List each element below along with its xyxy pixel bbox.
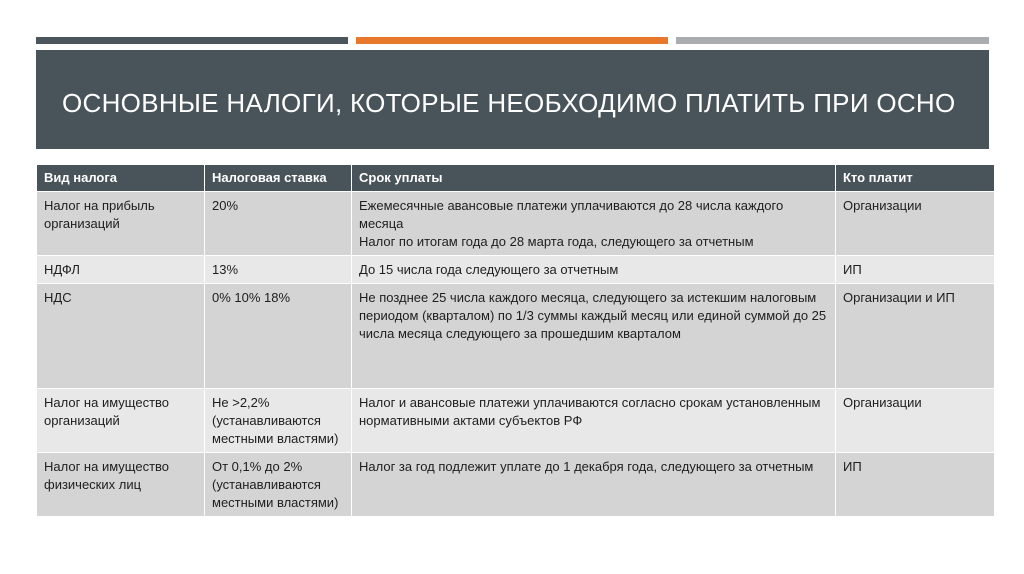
- cell-tax-type: Налог на имущество физических лиц: [37, 453, 205, 517]
- cell-tax-type: НДС: [37, 284, 205, 389]
- decor-bar-orange: [356, 37, 668, 44]
- cell-tax-type: НДФЛ: [37, 256, 205, 284]
- deadline-line: Налог за год подлежит уплате до 1 декабря года, следующего за отчетным: [359, 459, 814, 474]
- cell-tax-type: Налог на прибыль организаций: [37, 192, 205, 256]
- cell-deadline: [352, 192, 836, 256]
- deadline-line: До 15 числа года следующего за отчетным: [359, 262, 619, 277]
- slide-title: ОСНОВНЫЕ НАЛОГИ, КОТОРЫЕ НЕОБХОДИМО ПЛАТИТЬ ПРИ ОСНО: [62, 88, 956, 118]
- table-header-row: [37, 165, 995, 192]
- header-tax-rate: Налоговая ставка: [205, 165, 352, 192]
- taxes-table: [36, 164, 995, 517]
- cell-tax-rate: От 0,1% до 2% (устанавливаются местными властями): [205, 453, 352, 517]
- cell-payer: Организации: [836, 192, 995, 256]
- cell-payer: Организации: [836, 389, 995, 453]
- cell-tax-rate: 0% 10% 18%: [205, 284, 352, 389]
- title-band: [36, 50, 989, 149]
- cell-tax-type: Налог на имущество организаций: [37, 389, 205, 453]
- header-deadline: Срок уплаты: [352, 165, 836, 192]
- header-payer: Кто платит: [836, 165, 995, 192]
- decor-bar-dark: [36, 37, 348, 44]
- cell-payer: Организации и ИП: [836, 284, 995, 389]
- deadline-line: Налог и авансовые платежи уплачиваются согласно срокам установленным нормативными актами субъектов РФ: [359, 395, 821, 428]
- table-row: [37, 256, 995, 284]
- top-decorative-bars: [36, 37, 989, 44]
- deadline-line: Налог по итогам года до 28 марта года, следующего за отчетным: [359, 234, 754, 249]
- deadline-line: Не позднее 25 числа каждого месяца, следующего за истекшим налоговым периодом (кварталом) по 1/3 суммы каждый месяц или единой суммой до 25 числа месяца следующего за прошедшим кварталом: [359, 290, 827, 341]
- cell-deadline: [352, 389, 836, 453]
- cell-deadline: [352, 453, 836, 517]
- cell-tax-rate: 13%: [205, 256, 352, 284]
- cell-tax-rate: 20%: [205, 192, 352, 256]
- table-row: [37, 389, 995, 453]
- table-row: [37, 192, 995, 256]
- decor-bar-gray: [676, 37, 989, 44]
- cell-deadline: [352, 284, 836, 389]
- cell-payer: ИП: [836, 453, 995, 517]
- cell-tax-rate: Не >2,2% (устанавливаются местными властями): [205, 389, 352, 453]
- cell-payer: ИП: [836, 256, 995, 284]
- cell-deadline: [352, 256, 836, 284]
- deadline-line: Ежемесячные авансовые платежи уплачиваются до 28 числа каждого месяца: [359, 198, 784, 231]
- table-row: [37, 284, 995, 389]
- table-row: [37, 453, 995, 517]
- header-tax-type: Вид налога: [37, 165, 205, 192]
